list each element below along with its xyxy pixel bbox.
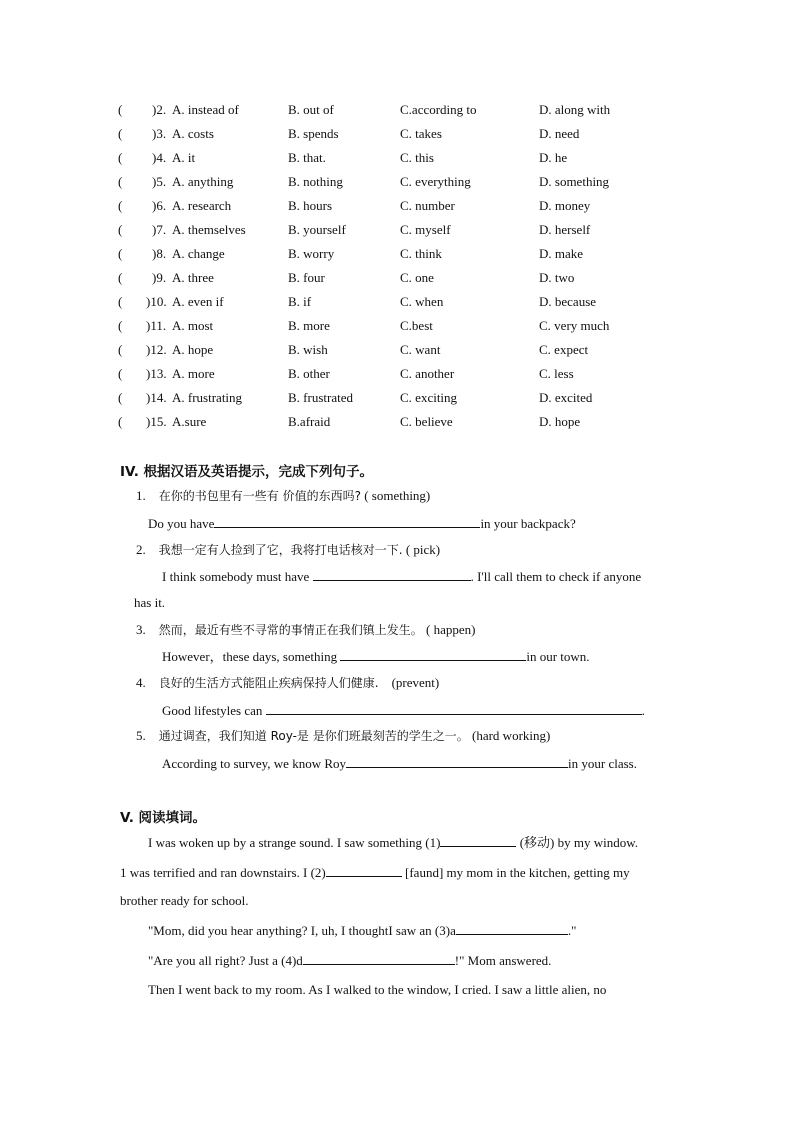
multiple-choice-list [0, 100, 794, 436]
q2-post: . I'll call them to check if anyone [470, 569, 642, 584]
option-b: B. frustrated [288, 390, 353, 405]
option-d: D. need [539, 126, 580, 141]
choice-row [0, 124, 794, 148]
answer-bracket[interactable]: ( [118, 102, 123, 117]
passage-text: !" Mom answered. [454, 953, 552, 968]
choice-row [0, 196, 794, 220]
option-d: D. excited [539, 390, 593, 405]
q5-hint: (hard working) [472, 728, 551, 743]
q1-blank[interactable] [214, 513, 480, 528]
q2-sentence [162, 566, 641, 587]
q1-hint: ( something) [364, 488, 431, 503]
option-d: D. something [539, 174, 610, 189]
answer-bracket[interactable]: ( [118, 174, 123, 189]
q4-pre: Good lifestyles can [162, 703, 263, 718]
section-5-title: V. 阅读填词。 [120, 810, 207, 826]
option-b: B. if [288, 294, 312, 309]
q3-chinese: 然而，最近有些不寻常的事情正在我们镇上发生。 [158, 623, 423, 637]
passage-text: I was woken up by a strange sound. I saw something (1) [148, 835, 441, 850]
passage-blank-4[interactable] [303, 950, 455, 965]
option-b: B. out of [288, 102, 334, 117]
option-a: A. research [172, 198, 232, 213]
passage-line-3: brother ready for school. [120, 893, 249, 908]
option-a: A. most [172, 318, 214, 333]
choice-row [0, 220, 794, 244]
passage-line-1 [148, 832, 638, 853]
option-c: C.according to [400, 102, 477, 117]
passage-text: 1 was terrified and ran downstairs. I (2) [120, 865, 326, 880]
q2-continuation: has it. [134, 595, 166, 610]
option-c: C. another [400, 366, 455, 381]
q4-number: 4. [136, 675, 146, 690]
answer-bracket[interactable]: ( [118, 222, 123, 237]
q3-hint: ( happen) [426, 622, 476, 637]
passage-line-5 [148, 950, 551, 971]
question-number: )6. [152, 198, 167, 213]
option-d: D. make [539, 246, 584, 261]
option-d: C. very much [539, 318, 610, 333]
passage-text: (移动) by my window. [519, 835, 639, 850]
q4-hint: (prevent) [391, 675, 440, 690]
question-number: )4. [152, 150, 167, 165]
q5-prompt [136, 726, 550, 746]
question-number: )13. [146, 366, 167, 381]
answer-bracket[interactable]: ( [118, 366, 123, 381]
q3-number: 3. [136, 622, 146, 637]
choice-row [0, 100, 794, 124]
option-d: C. less [539, 366, 574, 381]
choice-row [0, 388, 794, 412]
option-a: A. costs [172, 126, 214, 141]
question-number: )12. [146, 342, 167, 357]
option-a: A. change [172, 246, 225, 261]
option-b: B. more [288, 318, 330, 333]
passage-line-2 [120, 862, 630, 883]
choice-row [0, 268, 794, 292]
option-d: D. herself [539, 222, 591, 237]
q5-chinese: 通过调查，我们知道 Roy-是 是你们班最刻苦的学生之一。 [158, 729, 469, 743]
option-a: A. even if [172, 294, 224, 309]
option-a: A. themselves [172, 222, 246, 237]
choice-row [0, 316, 794, 340]
option-a: A. it [172, 150, 196, 165]
section-4-title: IV. 根据汉语及英语提示，完成下列句子。 [120, 464, 374, 480]
option-b: B. wish [288, 342, 328, 357]
option-a: A. anything [172, 174, 234, 189]
q5-post: in your class. [568, 756, 637, 771]
choice-row [0, 148, 794, 172]
question-number: )10. [146, 294, 167, 309]
answer-bracket[interactable]: ( [118, 198, 123, 213]
question-number: )3. [152, 126, 167, 141]
q5-number: 5. [136, 728, 146, 743]
option-c: C. everything [400, 174, 471, 189]
option-c: C.best [400, 318, 433, 333]
option-c: C. this [400, 150, 434, 165]
q2-chinese: 我想一定有人捡到了它，我将打电话核对一下. [158, 543, 403, 557]
passage-text: ." [567, 923, 577, 938]
answer-bracket[interactable]: ( [118, 318, 123, 333]
question-number: )11. [146, 318, 167, 333]
q1-sentence [148, 513, 576, 534]
option-b: B. spends [288, 126, 339, 141]
option-c: C. one [400, 270, 434, 285]
q4-sentence [162, 700, 645, 721]
q5-pre: According to survey, we know Roy [162, 756, 347, 771]
option-b: B. four [288, 270, 325, 285]
q3-sentence [162, 646, 590, 667]
option-a: A.sure [172, 414, 207, 429]
option-b: B.afraid [288, 414, 331, 429]
option-a: A. more [172, 366, 215, 381]
q1-prompt [136, 486, 430, 506]
option-d: D. along with [539, 102, 611, 117]
choice-row [0, 172, 794, 196]
option-c: C. want [400, 342, 441, 357]
q3-post: in our town. [526, 649, 590, 664]
q2-hint: ( pick) [405, 542, 441, 557]
question-number: )7. [152, 222, 167, 237]
passage-blank-2[interactable] [326, 862, 402, 877]
question-number: )14. [146, 390, 167, 405]
option-d: D. he [539, 150, 568, 165]
question-number: )5. [152, 174, 167, 189]
q4-chinese: 良好的生活方式能阻止疾病保持人们健康. [158, 676, 379, 690]
answer-bracket[interactable]: ( [118, 294, 123, 309]
option-a: A. three [172, 270, 214, 285]
choice-row [0, 364, 794, 388]
option-c: C. believe [400, 414, 453, 429]
option-b: B. hours [288, 198, 333, 213]
option-b: B. nothing [288, 174, 343, 189]
option-d: D. because [539, 294, 597, 309]
q2-blank[interactable] [313, 566, 471, 581]
q5-blank[interactable] [346, 753, 568, 768]
answer-bracket[interactable]: ( [118, 342, 123, 357]
q5-sentence [162, 753, 637, 774]
q1-pre: Do you have [148, 516, 215, 531]
q4-prompt [136, 673, 439, 693]
option-c: C. think [400, 246, 442, 261]
choice-row [0, 292, 794, 316]
q3-blank[interactable] [340, 646, 526, 661]
option-b: B. that. [288, 150, 326, 165]
option-d: C. expect [539, 342, 589, 357]
answer-bracket[interactable]: ( [118, 414, 123, 429]
passage-text: "Mom, did you hear anything? I, uh, I thoughtI saw an (3)a [148, 923, 456, 938]
choice-row [0, 412, 794, 436]
q4-post: . [641, 703, 645, 718]
passage-blank-3[interactable] [456, 920, 568, 935]
answer-bracket[interactable]: ( [118, 246, 123, 261]
option-b: B. yourself [288, 222, 346, 237]
q1-post: in your backpack? [480, 516, 576, 531]
option-a: A. frustrating [172, 390, 243, 405]
option-c: C. myself [400, 222, 451, 237]
q1-number: 1. [136, 488, 146, 503]
answer-bracket[interactable]: ( [118, 150, 123, 165]
option-a: A. instead of [172, 102, 239, 117]
question-number: )8. [152, 246, 167, 261]
choice-row [0, 244, 794, 268]
option-b: B. worry [288, 246, 335, 261]
option-d: D. money [539, 198, 591, 213]
q2-prompt [136, 540, 440, 560]
answer-bracket[interactable]: ( [118, 126, 123, 141]
option-d: D. hope [539, 414, 581, 429]
passage-line-6: Then I went back to my room. As I walked to the window, I cried. I saw a little alien, no [148, 982, 607, 997]
option-c: C. number [400, 198, 455, 213]
q2-number: 2. [136, 542, 146, 557]
q3-pre: However，these days, something [162, 649, 338, 664]
q3-prompt [136, 620, 475, 640]
option-c: C. exciting [400, 390, 458, 405]
option-c: C. takes [400, 126, 442, 141]
option-d: D. two [539, 270, 575, 285]
answer-bracket[interactable]: ( [118, 390, 123, 405]
answer-bracket[interactable]: ( [118, 270, 123, 285]
passage-line-4 [148, 920, 576, 941]
q2-pre: I think somebody must have [162, 569, 310, 584]
passage-text: [faund] my mom in the kitchen, getting my [405, 865, 630, 880]
choice-row [0, 340, 794, 364]
passage-blank-1[interactable] [440, 832, 516, 847]
option-b: B. other [288, 366, 330, 381]
passage-text: "Are you all right? Just a (4)d [148, 953, 303, 968]
q4-blank[interactable] [266, 700, 642, 715]
question-number: )15. [146, 414, 167, 429]
option-a: A. hope [172, 342, 214, 357]
q1-chinese: 在你的书包里有一些有 价值的东西吗? [158, 489, 361, 503]
question-number: )9. [152, 270, 167, 285]
option-c: C. when [400, 294, 444, 309]
question-number: )2. [152, 102, 167, 117]
